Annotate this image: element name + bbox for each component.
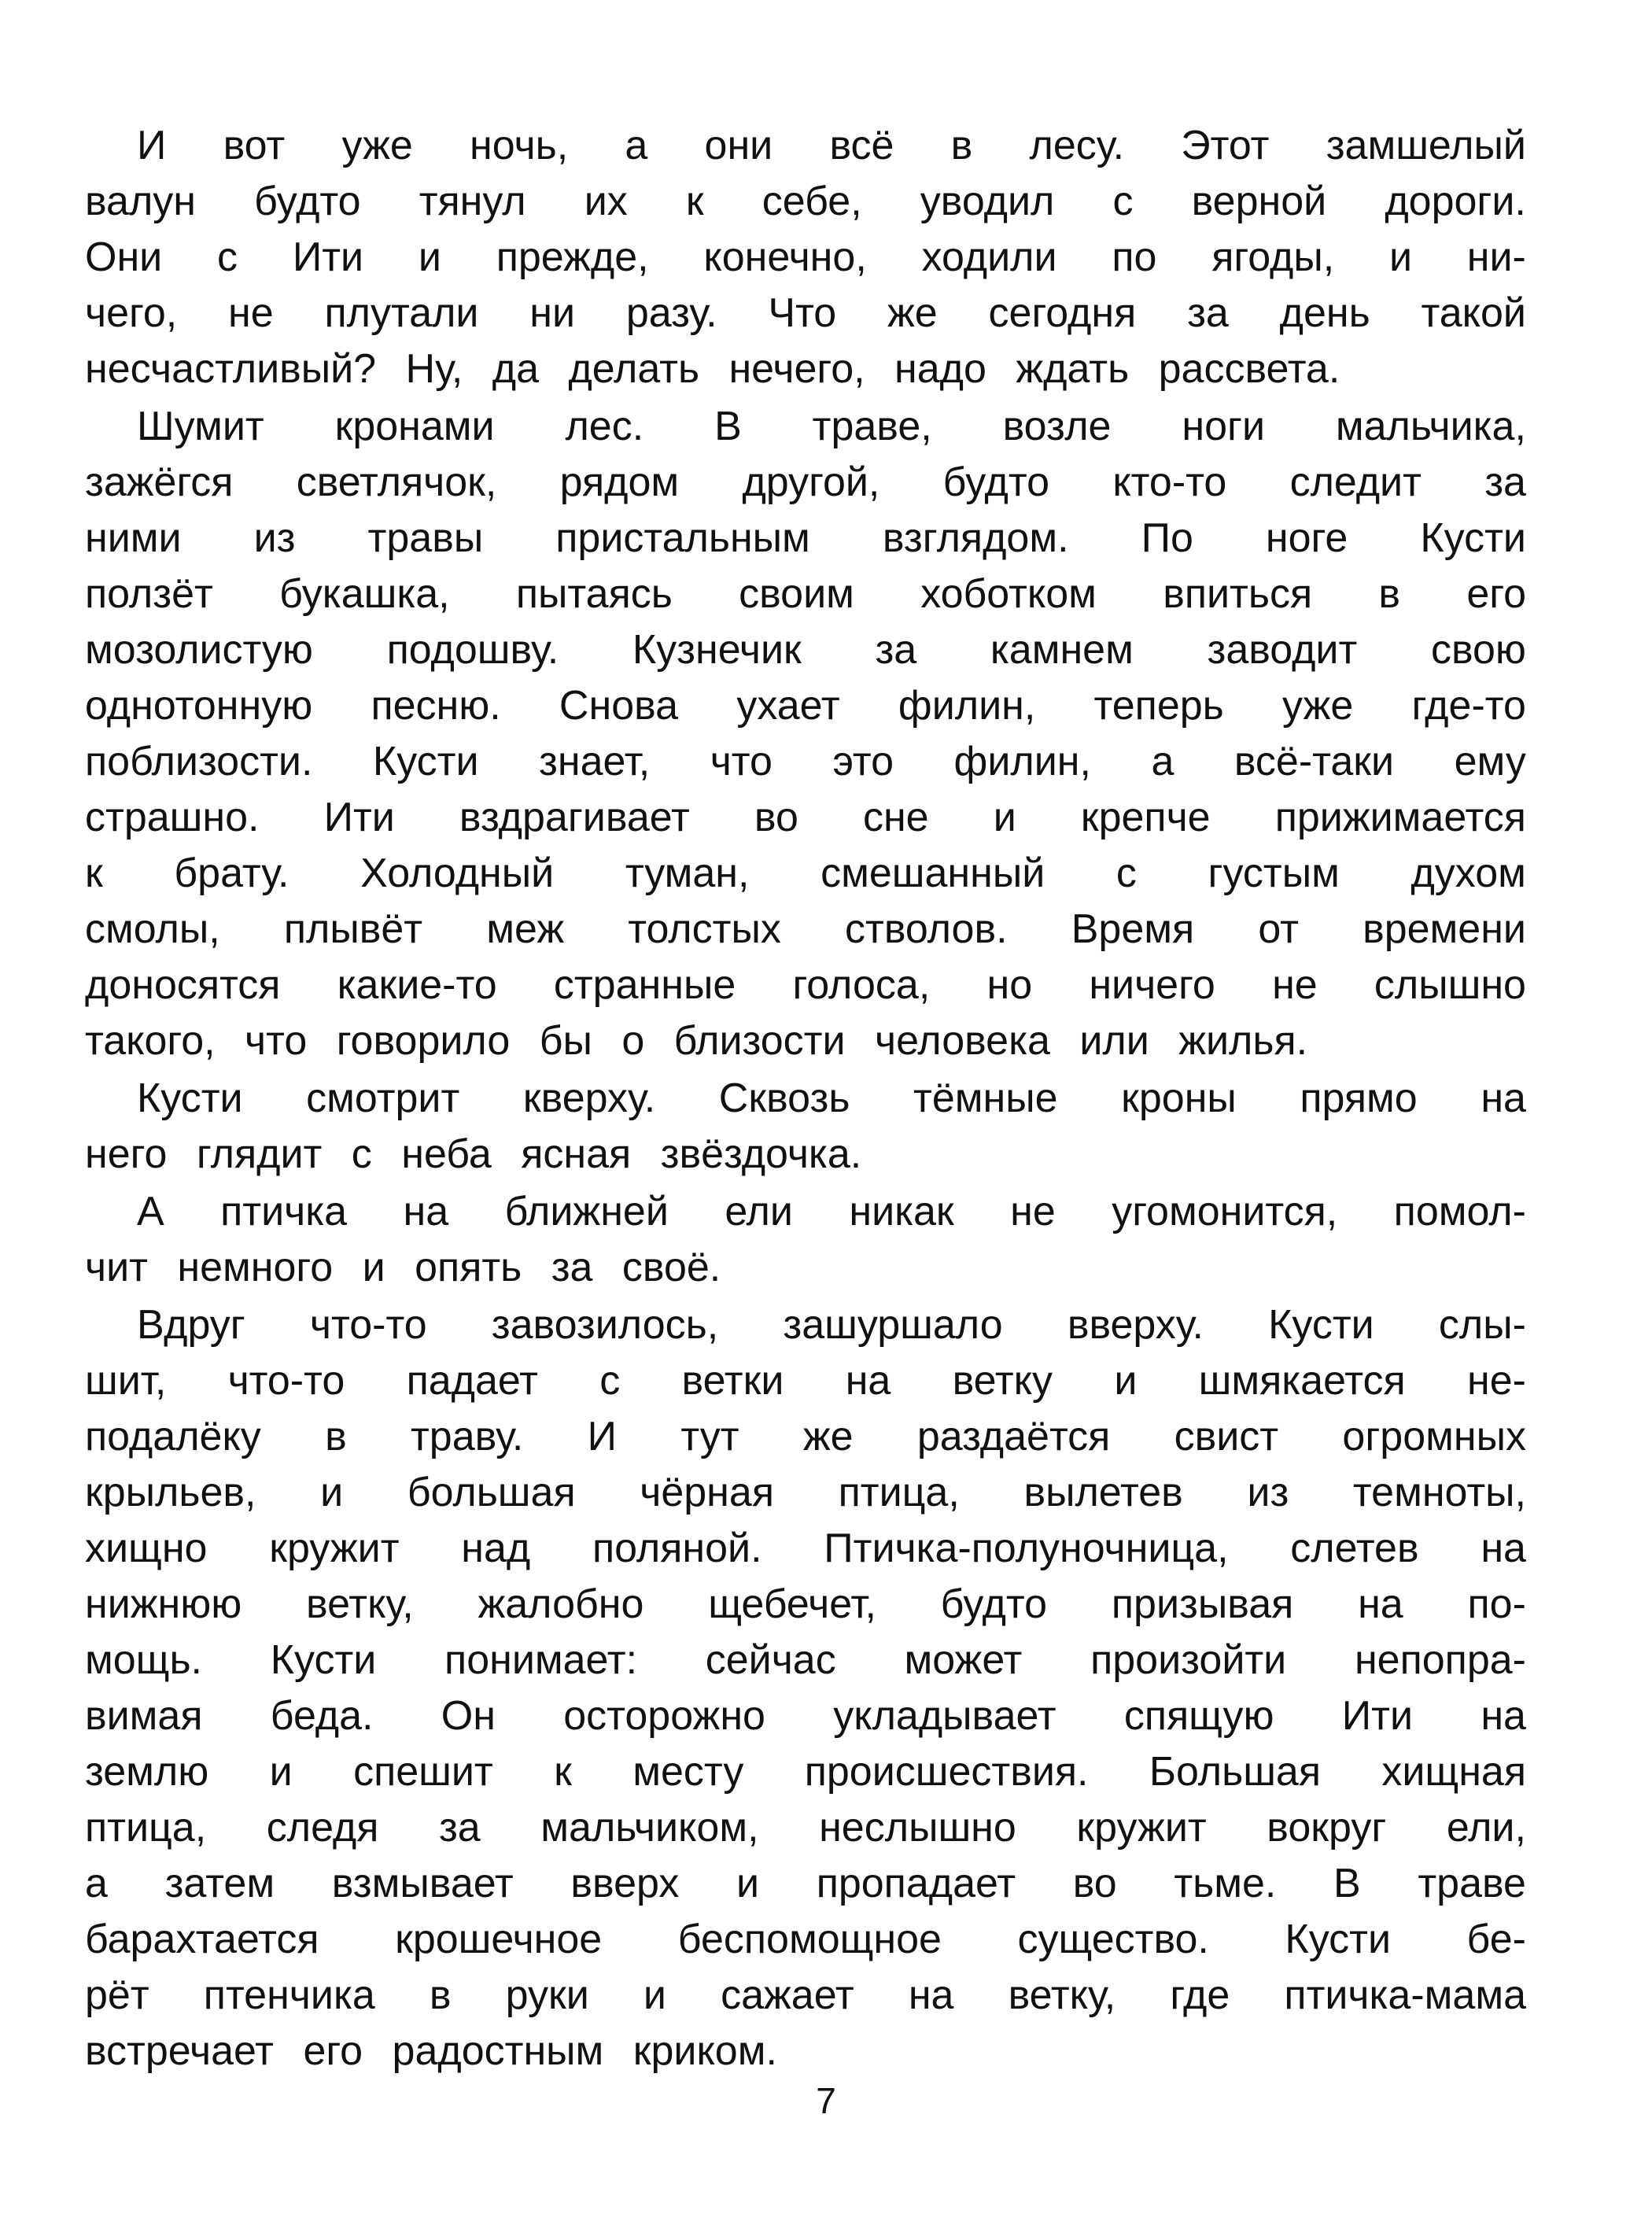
text-line: такого, что говорило бы о близости человека или жилья. bbox=[85, 1018, 1308, 1064]
text-line: Они с Ити и прежде, конечно, ходили по ягоды, и ни- bbox=[85, 234, 1526, 280]
body-text bbox=[85, 118, 1526, 2079]
paragraph bbox=[85, 1297, 1526, 2079]
text-line: Вдруг что-то завозилось, зашуршало вверху. Кусти слы- bbox=[137, 1302, 1526, 1348]
text-line: а затем взмывает вверх и пропадает во тьме. В траве bbox=[85, 1861, 1526, 1906]
text-line: валун будто тянул их к себе, уводил с верной дороги. bbox=[85, 179, 1526, 224]
text-line: землю и спешит к месту происшествия. Большая хищная bbox=[85, 1749, 1526, 1795]
text-line: доносятся какие-то странные голоса, но ничего не слышно bbox=[85, 962, 1526, 1008]
text-line: крыльев, и большая чёрная птица, вылетев из темноты, bbox=[85, 1470, 1526, 1515]
text-line: несчастливый? Ну, да делать нечего, надо ждать рассвета. bbox=[85, 346, 1340, 392]
text-line: барахтается крошечное беспомощное существо. Кусти бе- bbox=[85, 1917, 1526, 1962]
text-line: чит немного и опять за своё. bbox=[85, 1245, 721, 1290]
text-line: вимая беда. Он осторожно укладывает спящую Ити на bbox=[85, 1693, 1526, 1739]
text-line: ползёт букашка, пытаясь своим хоботком впиться в его bbox=[85, 571, 1526, 617]
page-number: 7 bbox=[816, 2080, 836, 2121]
text-line: смолы, плывёт меж толстых стволов. Время от времени bbox=[85, 906, 1526, 952]
text-line: А птичка на ближней ели никак не угомонится, помол- bbox=[137, 1189, 1526, 1234]
text-line: Кусти смотрит кверху. Сквозь тёмные кроны прямо на bbox=[137, 1076, 1526, 1121]
text-line: мощь. Кусти понимает: сейчас может произойти непопра- bbox=[85, 1637, 1526, 1683]
text-line: встречает его радостным криком. bbox=[85, 2028, 777, 2074]
text-line: птица, следя за мальчиком, неслышно кружит вокруг ели, bbox=[85, 1805, 1526, 1850]
text-line: мозолистую подошву. Кузнечик за камнем заводит свою bbox=[85, 627, 1526, 673]
text-line: поблизости. Кусти знает, что это филин, а всё-таки ему bbox=[85, 739, 1526, 784]
paragraph bbox=[85, 118, 1526, 397]
text-line: подалёку в траву. И тут же раздаётся свист огромных bbox=[85, 1414, 1526, 1459]
text-line: Шумит кронами лес. В траве, возле ноги мальчика, bbox=[137, 404, 1526, 449]
text-line: И вот уже ночь, а они всё в лесу. Этот замшелый bbox=[137, 123, 1526, 168]
text-line: чего, не плутали ни разу. Что же сегодня за день такой bbox=[85, 290, 1526, 336]
text-line: шит, что-то падает с ветки на ветку и шмякается не- bbox=[85, 1358, 1526, 1404]
paragraph bbox=[85, 399, 1526, 1069]
text-line: нижнюю ветку, жалобно щебечет, будто призывая на по- bbox=[85, 1581, 1526, 1627]
text-line: зажёгся светлячок, рядом другой, будто кто-то следит за bbox=[85, 459, 1526, 505]
text-line: ними из травы пристальным взглядом. По ноге Кусти bbox=[85, 515, 1526, 561]
text-line: к брату. Холодный туман, смешанный с густым духом bbox=[85, 850, 1526, 896]
text-line: хищно кружит над поляной. Птичка-полуночница, слетев на bbox=[85, 1526, 1526, 1571]
text-line: него глядит с неба ясная звёздочка. bbox=[85, 1131, 862, 1177]
text-line: однотонную песню. Снова ухает филин, теперь уже где-то bbox=[85, 683, 1526, 729]
text-line: страшно. Ити вздрагивает во сне и крепче прижимается bbox=[85, 795, 1526, 840]
paragraph bbox=[85, 1184, 1526, 1296]
text-line: рёт птенчика в руки и сажает на ветку, где птичка-мама bbox=[85, 1972, 1526, 2018]
paragraph bbox=[85, 1071, 1526, 1183]
